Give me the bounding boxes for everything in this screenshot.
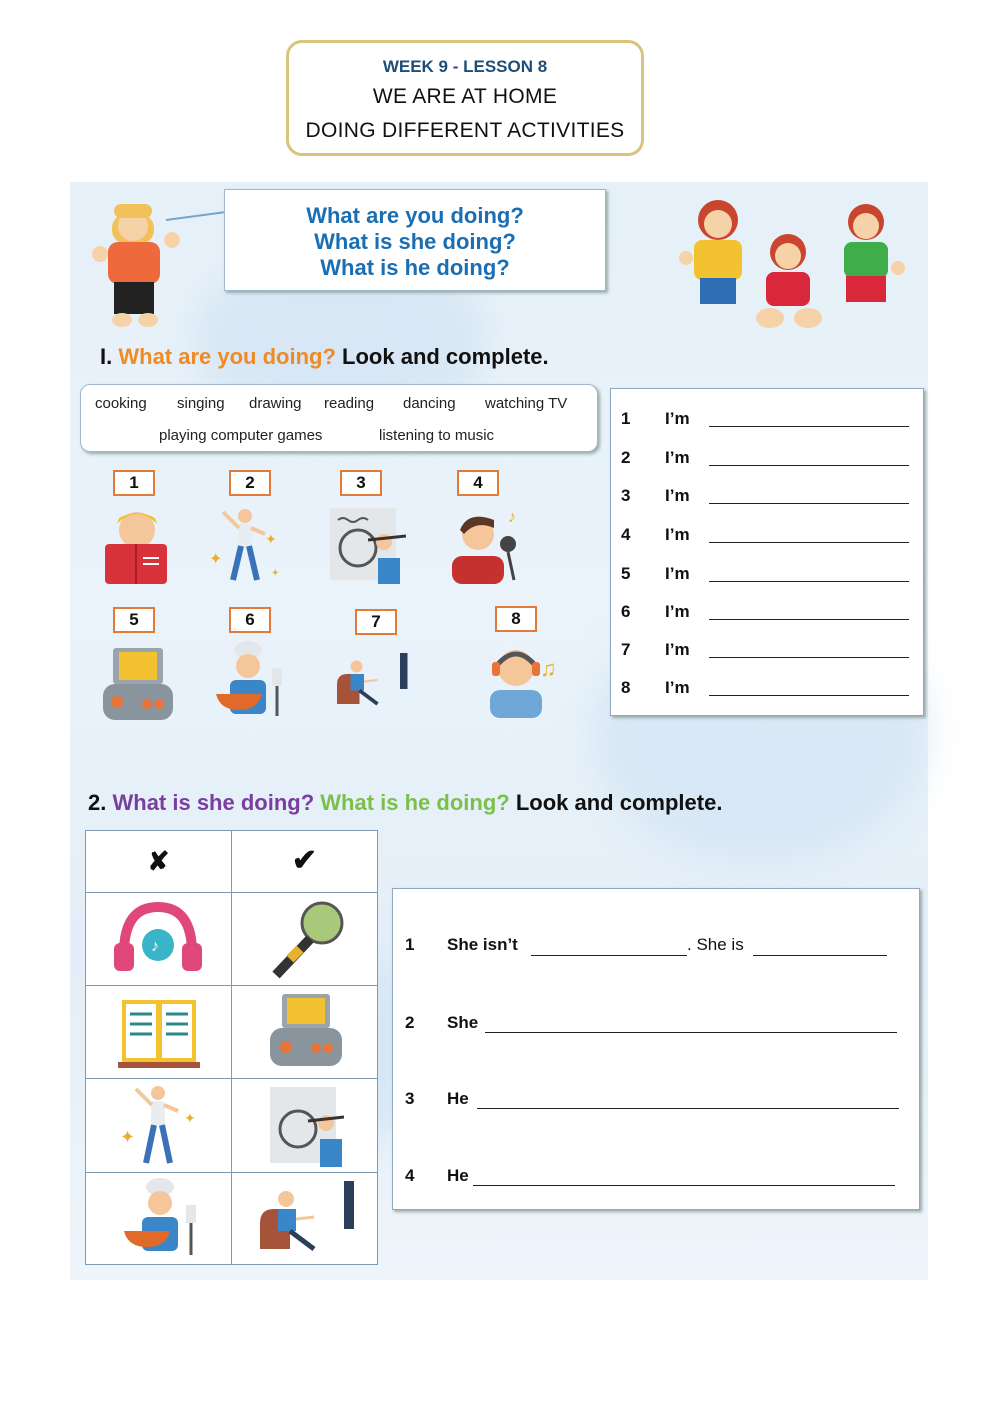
answer2-number: 4	[405, 1166, 415, 1185]
table-cell-drawing	[231, 1078, 378, 1173]
answer-prefix: I’m	[665, 678, 690, 697]
answer2-row-1	[405, 935, 518, 955]
answer-row-4	[621, 525, 690, 545]
answer2-number: 2	[405, 1013, 415, 1032]
answer-number: 2	[621, 448, 631, 467]
watching-tv-icon	[232, 1173, 377, 1265]
game-console-icon	[232, 986, 377, 1078]
drawing-icon	[232, 1079, 377, 1171]
table-cell-microphone	[231, 892, 378, 986]
dancing-person-icon	[86, 1079, 231, 1171]
svg-text:♪: ♪	[151, 938, 159, 955]
answer-blank[interactable]	[709, 465, 909, 466]
picture-number-7: 7	[355, 609, 397, 635]
table-cell-book	[85, 985, 232, 1079]
answer2-blank-1b[interactable]	[753, 955, 887, 956]
picture-number-5: 5	[113, 607, 155, 633]
answer-number: 3	[621, 486, 631, 505]
picture-number-6: 6	[229, 607, 271, 633]
table-header-cross: ✘	[85, 830, 232, 893]
reading-boy-icon	[97, 504, 175, 584]
svg-text:✦: ✦	[120, 1127, 136, 1147]
answer2-number: 1	[405, 935, 415, 954]
listening-music-icon	[484, 640, 562, 720]
answer-prefix: I’m	[665, 640, 690, 659]
answer2-blank-3[interactable]	[477, 1108, 899, 1109]
word-listening-to-music: listening to music	[379, 427, 495, 444]
answer-box-1	[610, 388, 924, 716]
singing-man-icon	[448, 504, 526, 584]
answer-blank[interactable]	[709, 657, 909, 658]
section-1-question: What are you doing?	[118, 344, 336, 369]
word-bank	[80, 384, 598, 452]
word-reading: reading	[324, 395, 375, 412]
game-console-icon	[99, 644, 177, 724]
answer2-blank-4[interactable]	[473, 1185, 895, 1186]
answer-row-1	[621, 409, 690, 429]
table-cell-cooking	[85, 1172, 232, 1265]
open-book-icon	[86, 986, 231, 1078]
picture-number-4: 4	[457, 470, 499, 496]
answer2-row-1-second: . She is	[687, 935, 744, 954]
table-cell-watching-tv	[231, 1172, 378, 1265]
word-playing-computer-games: playing computer games	[159, 427, 323, 444]
picture-number-2: 2	[229, 470, 271, 496]
answer-row-8	[621, 678, 690, 698]
answer-box-2	[392, 888, 920, 1210]
svg-text:♫: ♫	[540, 656, 557, 681]
answer-prefix: I’m	[665, 525, 690, 544]
table-header-check: ✔	[231, 830, 378, 893]
question-1: What are you doing?	[306, 203, 524, 228]
answer-number: 8	[621, 678, 631, 697]
answer-prefix: I’m	[665, 409, 690, 428]
answer-blank[interactable]	[709, 503, 909, 504]
answer2-prefix: She isn’t	[447, 935, 518, 954]
cooking-chef-icon	[210, 640, 288, 720]
section-1-number: I.	[100, 344, 113, 369]
speech-pointer	[166, 210, 228, 222]
svg-text:✦: ✦	[184, 1110, 196, 1126]
word-watching-tv: watching TV	[485, 395, 568, 412]
section-2-number: 2.	[88, 790, 107, 815]
cooking-chef-icon	[86, 1173, 231, 1265]
section-2-instruction: Look and complete.	[515, 790, 723, 815]
answer-row-6	[621, 602, 690, 622]
lesson-header	[286, 40, 644, 156]
answer-blank[interactable]	[709, 581, 909, 582]
week-label: WEEK 9 - LESSON 8	[382, 57, 548, 76]
picture-number-1: 1	[113, 470, 155, 496]
answer-row-3	[621, 486, 690, 506]
answer2-number: 3	[405, 1089, 415, 1108]
section-2-heading	[88, 790, 722, 816]
svg-text:♪: ♪	[508, 509, 516, 526]
answer-prefix: I’m	[665, 602, 690, 621]
microphone-icon	[232, 893, 377, 985]
answer-number: 7	[621, 640, 631, 659]
svg-text:✦: ✦	[271, 568, 280, 579]
watching-tv-icon	[334, 640, 412, 720]
question-box	[224, 189, 606, 291]
answer-number: 4	[621, 525, 631, 544]
title-line-2: DOING DIFFERENT ACTIVITIES	[305, 119, 625, 142]
answer-blank[interactable]	[709, 426, 909, 427]
table-cell-game	[231, 985, 378, 1079]
word-dancing: dancing	[403, 395, 456, 412]
dancing-person-icon	[205, 504, 283, 584]
question-2: What is she doing?	[314, 229, 516, 254]
answer-number: 1	[621, 409, 631, 428]
word-cooking: cooking	[95, 395, 147, 412]
answer2-row-3	[405, 1089, 469, 1109]
svg-text:✦: ✦	[265, 531, 277, 547]
section-2-question-she: What is she doing?	[112, 790, 315, 815]
answer-prefix: I’m	[665, 486, 690, 505]
answer2-row-2	[405, 1013, 478, 1033]
answer2-prefix: She	[447, 1013, 479, 1032]
question-3: What is he doing?	[320, 255, 510, 280]
section-2-question-he: What is he doing?	[320, 790, 510, 815]
word-singing: singing	[177, 395, 225, 412]
answer-blank[interactable]	[709, 619, 909, 620]
answer2-prefix: He	[447, 1089, 469, 1108]
drawing-icon	[328, 504, 406, 584]
answer-prefix: I’m	[665, 448, 690, 467]
answer-row-5	[621, 564, 690, 584]
title-line-1: WE ARE AT HOME	[372, 85, 558, 108]
answer-row-2	[621, 448, 690, 468]
answer-number: 5	[621, 564, 631, 583]
answer2-blank-1a[interactable]	[531, 955, 687, 956]
table-cell-dancing	[85, 1078, 232, 1173]
table-cell-headphones	[85, 892, 232, 986]
answer-blank[interactable]	[709, 542, 909, 543]
headphones-icon	[86, 893, 231, 985]
picture-number-3: 3	[340, 470, 382, 496]
answer2-prefix: He	[447, 1166, 469, 1185]
answer2-row-4	[405, 1166, 469, 1186]
section-1-instruction: Look and complete.	[342, 344, 549, 369]
answer-number: 6	[621, 602, 631, 621]
three-dolls-illustration	[658, 188, 922, 336]
word-drawing: drawing	[249, 395, 302, 412]
answer2-blank-2[interactable]	[485, 1032, 897, 1033]
answer-row-7	[621, 640, 690, 660]
svg-text:✦: ✦	[209, 551, 223, 568]
answer-prefix: I’m	[665, 564, 690, 583]
answer-blank[interactable]	[709, 695, 909, 696]
section-1-heading	[100, 344, 549, 370]
picture-number-8: 8	[495, 606, 537, 632]
